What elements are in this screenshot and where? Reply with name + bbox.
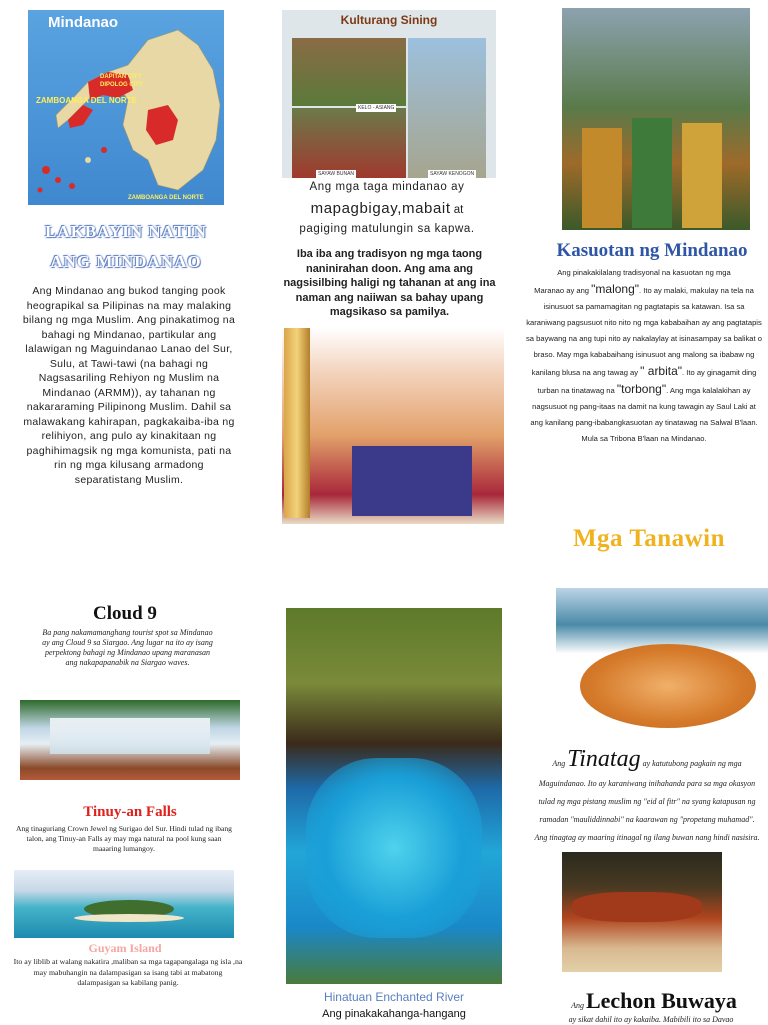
kasuotan-text: Ang pinakakilalang tradisyonal na kasuotan ng mga bbox=[557, 268, 731, 277]
tanawin-title: Mga Tanawin bbox=[572, 525, 726, 552]
lechon-pre: Ang bbox=[571, 1001, 586, 1010]
kasuotan-text: . Ito ay ginagamit ding turban na tinatawag na bbox=[537, 368, 757, 395]
map-label: ZAMBOANGA DEL NORTE bbox=[128, 195, 204, 201]
kulturang-title: Kulturang Sining bbox=[340, 13, 438, 27]
map-shapes bbox=[28, 10, 224, 205]
tinatag-food bbox=[580, 644, 756, 728]
river-pool bbox=[306, 758, 482, 938]
lechon-heading bbox=[540, 988, 768, 1014]
traits-line3: pagiging matulungin sa kapwa. bbox=[299, 223, 475, 235]
golden-pillar bbox=[284, 328, 310, 518]
tradition-paragraph: Iba iba ang tradisyon ng mga taong naninirahan doon. Ang ama ang nagsisilbing haligi ng tahanan at ang ina naman ang naiiwan sa bahay upang magsikaso sa pamilya. bbox=[283, 248, 496, 318]
kasuotan-text: Maranao ay ang bbox=[534, 286, 592, 295]
kasuotan-dancers-photo bbox=[562, 8, 750, 230]
tinuy-an-falls-photo bbox=[20, 700, 240, 780]
dance-photo-2 bbox=[292, 108, 406, 178]
map-label: DAPITAN CITY bbox=[100, 74, 142, 80]
tinatag-pre: Ang bbox=[552, 759, 568, 768]
tinatag-text: ay katutubong pagkain ng mga Maguindanao. Ito ay karaniwang inihahanda para sa mga okasyon tulad ng mga pistang muslim ng "eid al fitr" na syang katapusan ng ramadan "mauliddinnabi" na kaarawan ng "propetang muhamad". Ang tinagtag ay maaring itinagal ng ilang buwan nang hindi nasisira. bbox=[534, 759, 760, 842]
mindanao-map bbox=[28, 10, 224, 205]
kasuotan-text: . Ang mga kalalakihan ay nagsusuot ng pang-itaas na damit na kung tawagin ay Saul Laki at ang kanilang pang-ibabangkasuotan ay tinatawag na Salwal B'laan. Mula sa Tribona B'laan na Mindanao. bbox=[530, 386, 758, 443]
guyam-island-photo bbox=[14, 870, 234, 938]
map-title: Mindanao bbox=[48, 14, 118, 31]
tinuy-an-text: Ang tinaguriang Crown Jewel ng Surigao del Sur. Hindi tulad ng ibang talon, ang Tinuy-an Falls ay may mga natural na pool kung saan maaaring lumangoy. bbox=[16, 824, 232, 853]
cloud9-text: Ba pang nakamamanghang tourist spot sa Mindanao ay ang Cloud 9 sa Siargao. Ang lugar na ito ay isang perpektong bahagi ng Mindanao upang maranasan ang nakapapanabik na Siargao waves. bbox=[42, 628, 213, 667]
lechon-word: Lechon Buwaya bbox=[585, 988, 737, 1013]
photo-caption: SAYAW KENOGON bbox=[430, 171, 475, 177]
tinatag-photo bbox=[556, 588, 768, 734]
dancer-figure bbox=[582, 128, 622, 228]
river-text: Ang pinakakahanga-hangang bbox=[322, 1008, 466, 1020]
photo-caption: SAYAW BUNAN bbox=[318, 171, 355, 177]
lechon-shape bbox=[572, 892, 702, 922]
guyam-text: Ito ay liblib at walang nakatira ,maliban sa mga tagapangalaga ng isla ,na may mabuhangin na dalampasigan sa isang tabi at mabatong dalampasigan sa kabilang panig. bbox=[13, 957, 243, 987]
malong-term: "malong" bbox=[591, 282, 640, 296]
page-title-line1: LAKBAYIN NATIN bbox=[45, 222, 207, 241]
enchanted-river-photo bbox=[286, 608, 502, 984]
intro-paragraph: Ang Mindanao ang bukod tanging pook heograpikal sa Pilipinas na may malaking bilang ng mga Muslim. Ang pinakatimog na bahagi ng Mindanao, partikular ang lalawigan ng Maguindanao Lanao del Sur, Sulu, at Tawi-tawi (na bahagi ng Nagsasariling Rehiyon ng Muslim na Mindanao (ARMM)), ay tahanan ng nakararaming Pilipinong Muslim. Dahil sa malawakang kahirapan, pagkakaiba-iba ng relihiyon, ang pulo ay kinakitaan ng paghihimagsik ng mga komunista, pati na rin ng mga kilusang armadong separatistang Muslim. bbox=[22, 285, 236, 486]
traits-keywords: mapagbigay,mabait bbox=[310, 200, 451, 217]
dancer-figure bbox=[682, 123, 722, 228]
table-cloth bbox=[352, 446, 472, 516]
island-beach bbox=[74, 914, 184, 922]
kasuotan-paragraph bbox=[526, 265, 762, 447]
dance-photo bbox=[292, 38, 406, 106]
kasuotan-title: Kasuotan ng Mindanao bbox=[556, 240, 748, 261]
torbong-term: "torbong" bbox=[616, 382, 667, 396]
guyam-title: Guyam Island bbox=[88, 941, 162, 955]
lechon-buwaya-photo bbox=[562, 852, 722, 972]
arbita-term: " arbita" bbox=[640, 364, 683, 378]
dancer-figure bbox=[632, 118, 672, 228]
waterfall-curtain bbox=[50, 718, 210, 754]
river-title: Hinatuan Enchanted River bbox=[323, 990, 465, 1004]
traits-at: at bbox=[450, 204, 464, 216]
traits-line2 bbox=[262, 200, 512, 218]
traits-line1: Ang mga taga mindanao ay bbox=[309, 181, 465, 193]
page-title-line2: ANG MINDANAO bbox=[50, 252, 202, 271]
tinatag-word: Tinatag bbox=[567, 746, 641, 772]
royal-family-photo bbox=[282, 328, 504, 524]
kasuotan-text: . Ito ay malaki, makulay na tela na isinusuot sa pamamagitan ng pagtatapis sa katawan. Isa sa karaniwang pagsusuot nito nito ng mga kababaihan ay ang pagtatapis sa baywang na ang tupi nito ay nakalaylay at isinasampay sa balikat o braso. May mga kababaihang isinusuot ang malong sa ibabaw ng kanilang blusa na ang tawag ay bbox=[526, 286, 762, 377]
lechon-text: ay sikat dahil ito ay kakaiba. Mabibili ito sa Davao bbox=[568, 1015, 734, 1024]
cloud9-title: Cloud 9 bbox=[93, 603, 157, 624]
dancer-photo bbox=[408, 38, 486, 178]
tinatag-paragraph bbox=[534, 746, 760, 845]
tinuy-an-title: Tinuy-an Falls bbox=[83, 804, 177, 820]
photo-caption: KELO - ASIANG bbox=[358, 105, 395, 111]
map-label: ZAMBOANGA DEL NORTE bbox=[36, 96, 137, 105]
kulturang-sining-collage bbox=[282, 10, 496, 178]
map-label: DIPOLOG CITY bbox=[100, 82, 144, 88]
